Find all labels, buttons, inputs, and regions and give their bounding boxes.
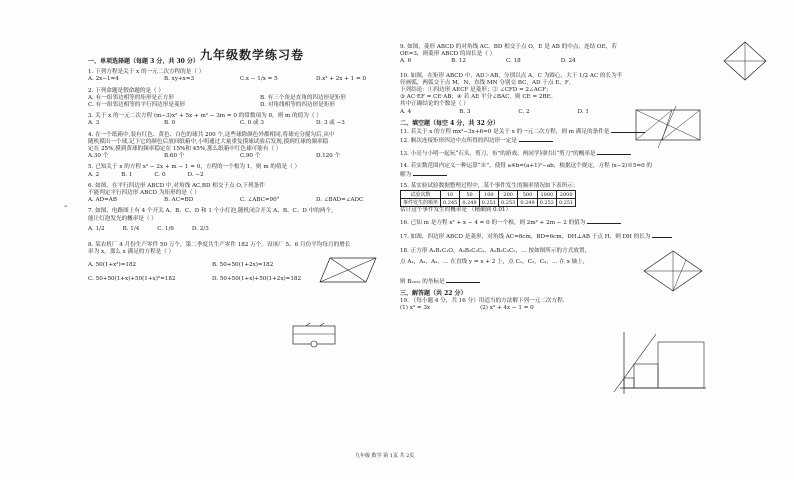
option-a: A. 6 xyxy=(400,58,412,65)
left-column xyxy=(88,44,388,284)
question-2-options-row1 xyxy=(88,95,388,102)
question-19-parts xyxy=(400,305,716,312)
table-cell: 200 xyxy=(499,191,518,199)
option-c: C. 有一组邻边相等的平行四边形是菱形 xyxy=(88,102,186,109)
option-b: B. 3 xyxy=(459,108,471,115)
option-a: A.30 个 xyxy=(88,153,109,160)
question-2: 2. 下列命题是假命题的是（ ） xyxy=(88,87,165,94)
table-cell: 0.249 xyxy=(518,199,537,207)
option-b: B. 12 xyxy=(451,58,466,65)
table-cell: 10 xyxy=(441,191,460,199)
table-cell: 0.252 xyxy=(537,199,556,207)
question-7-options xyxy=(88,223,388,235)
question-18-text: 则 B₂₀₂₃ 的坐标是 xyxy=(400,279,445,286)
option-a: A. 2 xyxy=(88,171,100,178)
option-b: B. 0 xyxy=(164,120,176,127)
option-d: D. 50+50(1+x)+50(1+2x)=182 xyxy=(212,276,302,283)
option-a: A. 3 xyxy=(88,120,100,127)
question-4-options xyxy=(88,153,388,160)
option-d: D. −2 xyxy=(187,171,204,178)
option-b: B. xy+x=3 xyxy=(164,76,195,83)
question-8-line-1: 8. 某农机厂 4 月份生产零件 50 万个，第二季度共生产零件 182 万个。设该厂 5、6 月份平均每月的增长 xyxy=(88,241,351,248)
question-16-text: 16. 已知 m 是方程 x² + x − 4 = 0 的一个根，则 2m² + 2m − 2 的值为 xyxy=(400,220,586,227)
question-9-line-2: OE=3，则菱形 ABCD 的周长是（ ） xyxy=(400,51,496,58)
question-9-options xyxy=(400,58,716,65)
option-c: C. 50+50(1+x)+50(1+x)²=182 xyxy=(88,276,176,283)
circuit-diagram xyxy=(290,322,338,348)
option-d: D. 2/3 xyxy=(191,225,209,232)
table-cell: 0.245 xyxy=(441,199,460,207)
question-8-line-2: 率为 x，那么 x 满足的方程是（ ） xyxy=(88,249,175,256)
question-18-line-1: 18. 正方形 A₁B₁C₁O，A₂B₂C₂C₁，A₃B₃C₃C₂，… 按如图所示的方式放置， xyxy=(400,247,591,254)
question-4-line-2: 随机摸出一个球,记下它的颜色后放回纸箱中,小明通过大量重复摸球试验后发现,摸到红球的频率稳 xyxy=(88,138,329,145)
squares-on-line-figure xyxy=(612,330,708,396)
answer-blank xyxy=(446,277,480,283)
option-c: C. 1/6 xyxy=(157,225,174,232)
question-4-line-3: 定在 25%,摸到黄球的频率稳定在 15%和 45%,那么纸箱中红色球可能有（ ） xyxy=(88,146,282,153)
option-c: C. 0 或 3 xyxy=(240,120,264,127)
parallelogram-figure xyxy=(318,252,380,288)
question-10-line-2: 径画弧，两弧交于点 M，N，直线 MN 分别交 BC，AD 于点 E，F。 xyxy=(400,79,575,86)
option-c: C. 0 xyxy=(154,171,166,178)
frequency-table xyxy=(400,190,576,207)
option-a: A. 有一组邻边相等的矩形是正方形 xyxy=(88,94,174,101)
question-7-line-1: 7. 如图，电路图上有 4 个开关 A、B、C、D 和 1 个小灯泡,随机闭合开关 A、B、C、D 中的两个， xyxy=(88,208,337,215)
option-c: C. 18 xyxy=(505,58,521,65)
question-10-line-4: ③ AC·EF = CE·AB；④ 若 AE 平分∠BAC，则 CE = 2BE。 xyxy=(400,94,557,101)
question-15: 15. 某实验试验数据整理过程中，某个事件发生的频率情况如下表所示： xyxy=(400,183,579,190)
question-17 xyxy=(400,232,716,241)
option-d: D. 3 或 −3 xyxy=(316,120,345,127)
table-cell: 50 xyxy=(460,191,479,199)
question-6-line-2: 不能判定平行四边形 ABCD 为矩形的是（ ） xyxy=(88,190,200,197)
option-b: B. 有三个角是直角的四边形是矩形 xyxy=(260,94,346,101)
option-c: C.x − 1/x = 5 xyxy=(240,76,278,83)
table-cell: 试验次数 xyxy=(401,191,441,199)
answer-blank xyxy=(587,218,621,224)
answer-blank xyxy=(652,232,672,238)
page-title: 九年级数学练习卷 xyxy=(200,48,305,62)
question-1: 1. 下列方程是关于 x 的一元二次方程的是（ ） xyxy=(88,69,205,76)
question-6-options xyxy=(88,197,388,204)
option-a: A. 1/2 xyxy=(88,225,105,232)
option-d: D. 1 xyxy=(577,108,589,115)
question-10-line-1: 10. 如图，在矩形 ABCD 中，AD＞AB，分别以点 A，C 为圆心，大于 1/2 AC 的长为半 xyxy=(400,72,623,79)
question-5: 5. 已知关于 x 的方程 x² − 2x + m − 1 = 0，方程的一个根为 1，则 m 的值是（ ） xyxy=(88,164,301,171)
table-cell: 2000 xyxy=(556,191,575,199)
table-cell: 0.251 xyxy=(479,199,498,207)
question-11-text: 11. 若关于 x 的方程 mx²−3x+6=0 是关于 x 的一元二次方程，则 m 满足的条件是 xyxy=(400,129,610,136)
question-5-options xyxy=(88,172,388,179)
question-3: 3. 关于 x 的一元二次方程 (m−3)x² + 5x + m² − 3m = 0 的常数项为 0，则 m 的值为（ ） xyxy=(88,113,322,120)
question-4-line-1: 4. 在一个纸箱中,装有红色、黄色、白色的球共 200 个,这些球除颜色外都相同,将球充分搅匀后,从中 xyxy=(88,131,335,138)
question-1-options xyxy=(88,76,388,83)
option-b: B. 1 xyxy=(121,171,133,178)
question-12-text: 12. 顺次连接矩形四边中点所得的四边形一定是 xyxy=(400,138,517,145)
question-7-line-2: 能让灯泡发光的概率是（ ） xyxy=(88,215,157,222)
option-a: A. 2x−1=4 xyxy=(88,76,119,83)
table-cell: 0.253 xyxy=(499,199,518,207)
question-6-line-1: 6. 如图，在平行四边形 ABCD 中,对角线 AC,BD 相交于点 O,下列条件 xyxy=(88,182,265,189)
question-9-line-1: 9. 如图，菱形 ABCD 的对角线 AC、BD 相交于点 O，E 是 AB 的中点，连结 OE，若 xyxy=(400,44,617,50)
table-cell: 500 xyxy=(518,191,537,199)
answer-blank xyxy=(519,136,553,142)
question-14-line-2 xyxy=(400,170,716,179)
question-10-line-5: 其中正确结论的个数是（ ） xyxy=(400,101,469,108)
question-14-text: 解为 xyxy=(400,171,412,178)
part-1: (1) x² = 3x xyxy=(400,304,431,311)
question-10-line-3: 下列结论：①四边形 AECF 是菱形；② ∠CFD = 2∠ACF； xyxy=(400,87,552,94)
rhombus-dh-figure xyxy=(640,248,706,294)
option-d: D. 对角线相等的四边形是矩形 xyxy=(260,102,335,109)
section-2-heading: 二、填空题（每空 4 分，共 32 分） xyxy=(400,119,499,127)
option-c: C.90 个 xyxy=(240,153,261,160)
section-1-heading: 一、单项选择题（每题 3 分，共 30 分） xyxy=(88,58,199,65)
option-b: B.60 个 xyxy=(164,153,185,160)
option-d: D.x² + 2x + 1 = 0 xyxy=(316,76,367,83)
question-13-text: 13. 小亮与小明一起玩“石头、剪刀、布”的游戏，两同学同时出“剪刀”的概率是 xyxy=(400,151,596,158)
table-cell: 0.251 xyxy=(556,199,575,207)
option-a: A. 4 xyxy=(400,108,412,115)
page-footer: 九年级 数学 第 1页 共 2页 xyxy=(355,453,415,459)
question-3-options xyxy=(88,120,388,127)
question-16 xyxy=(400,218,716,227)
option-b: B. 50+50(1+2x)=182 xyxy=(212,262,274,269)
option-d: D. 24 xyxy=(560,58,576,65)
option-c: C. ∠ABC=90° xyxy=(240,197,280,204)
question-14-line-1: 14. 若实数范围内定义一种运算“※”，使得 a※b=(a+1)²−ab，根据这个规定，方程 (x−2)※5=0 的 xyxy=(400,162,653,169)
question-15-tail: 估计这个事件发生的概率是 （精确到 0.01） xyxy=(400,207,512,214)
option-b: B. AC=BD xyxy=(164,197,194,204)
rhombus-figure xyxy=(722,40,768,82)
table-cell: 1000 xyxy=(537,191,556,199)
answer-blank xyxy=(413,170,447,176)
margin-mark: “ xyxy=(64,205,68,212)
table-header-row xyxy=(401,191,576,199)
option-b: B. 1/4 xyxy=(122,225,140,232)
question-17-text: 17. 如图，四边形 ABCD 是菱形，对角线 AC=8cm，BD=6cm，DH⊥AB 于点 H，则 DH 的长为 xyxy=(400,233,651,240)
section-3-heading: 三、解答题（共 22 分） xyxy=(400,290,467,298)
option-a: A. AD=AB xyxy=(88,197,117,204)
part-2: (2) x² + 4x − 1 = 0 xyxy=(480,304,534,311)
rectangle-figure xyxy=(632,104,704,152)
option-d: D. ∠BAD=∠ADC xyxy=(316,197,364,204)
option-a: A. 50(1+x²)=182 xyxy=(88,262,137,269)
question-2-options-row2 xyxy=(88,102,388,109)
option-d: D.120 个 xyxy=(316,153,341,160)
table-cell: 事件发生的频率 xyxy=(401,199,441,207)
question-19: 19. （每小题 4 分，共 16 分）用适当的方法解下列一元二次方程. xyxy=(400,297,565,304)
table-cell: 0.248 xyxy=(460,199,479,207)
answer-blank xyxy=(597,149,631,155)
table-row xyxy=(401,199,576,207)
question-18-line-2: 点 A₁，A₂，A₃，… 在直线 y = x + 2 上，点 C₁，C₂，C₃，… 在 x 轴上， xyxy=(400,259,589,266)
option-c: C. 2 xyxy=(518,108,530,115)
table-cell: 100 xyxy=(479,191,498,199)
